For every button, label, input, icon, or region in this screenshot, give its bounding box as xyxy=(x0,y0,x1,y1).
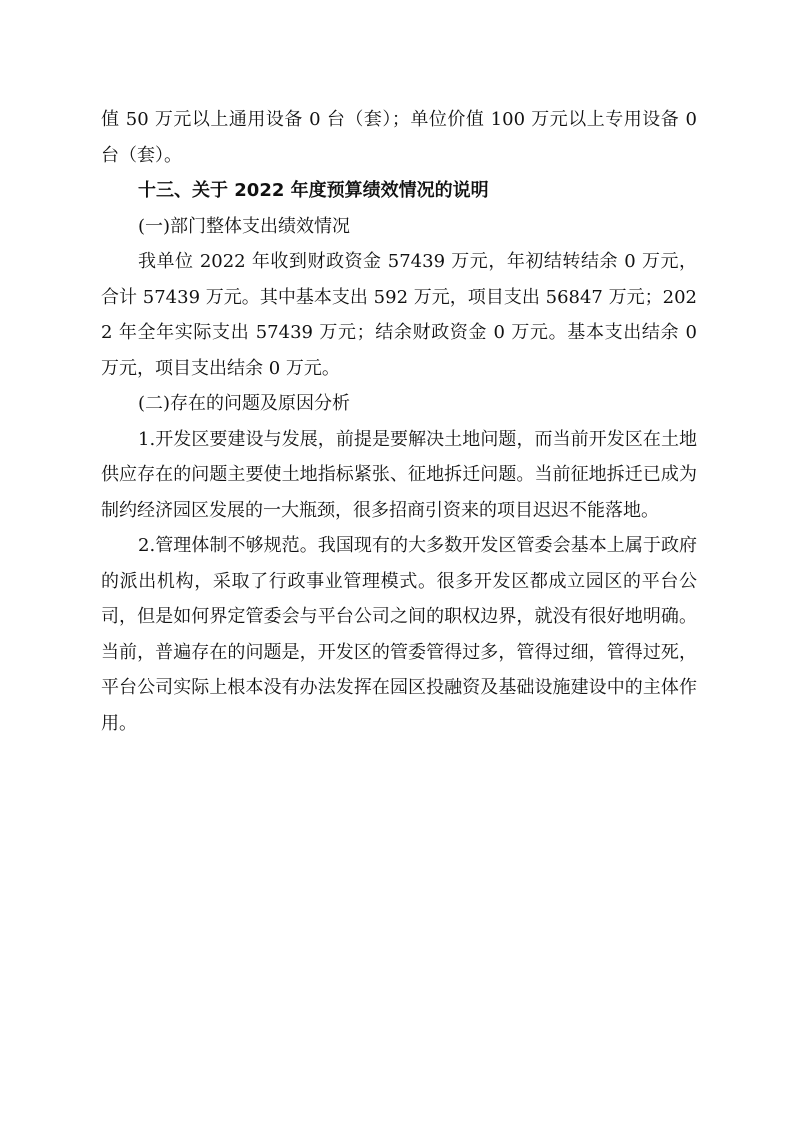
paragraph-issue-1: 1.开发区要建设与发展，前提是要解决土地问题，而当前开发区在土地供应存在的问题主要使土地指标紧张、征地拆迁问题。当前征地拆迁已成为制约经济园区发展的一大瓶颈，很多招商引资来的项目迟迟不能落地。 xyxy=(101,428,697,521)
section-heading: 十三、关于 2022 年度预算绩效情况的说明 xyxy=(138,180,489,201)
subsection-title-2: (二)存在的问题及原因分析 xyxy=(138,393,351,414)
paragraph-budget-performance: 我单位 2022 年收到财政资金 57439 万元，年初结转结余 0 万元，合计 57439 万元。其中基本支出 592 万元，项目支出 56847 万元；2022 年全年实际支出 57439 万元；结余财政资金 0 万元。基本支出结余 0 万元，项目支出结余 0 万元。 xyxy=(101,251,697,379)
paragraph-continuation: 值 50 万元以上通用设备 0 台（套）；单位价值 100 万元以上专用设备 0 台（套）。 xyxy=(101,109,697,166)
paragraph-issue-2: 2.管理体制不够规范。我国现有的大多数开发区管委会基本上属于政府的派出机构，采取了行政事业管理模式。很多开发区都成立园区的平台公司，但是如何界定管委会与平台公司之间的职权边界，就没有很好地明确。当前，普遍存在的问题是，开发区的管委管得过多，管得过细，管得过死，平台公司实际上根本没有办法发挥在园区投融资及基础设施建设中的主体作用。 xyxy=(101,535,697,734)
subsection-title-1: (一)部门整体支出绩效情况 xyxy=(138,215,351,237)
document-page xyxy=(101,102,697,741)
